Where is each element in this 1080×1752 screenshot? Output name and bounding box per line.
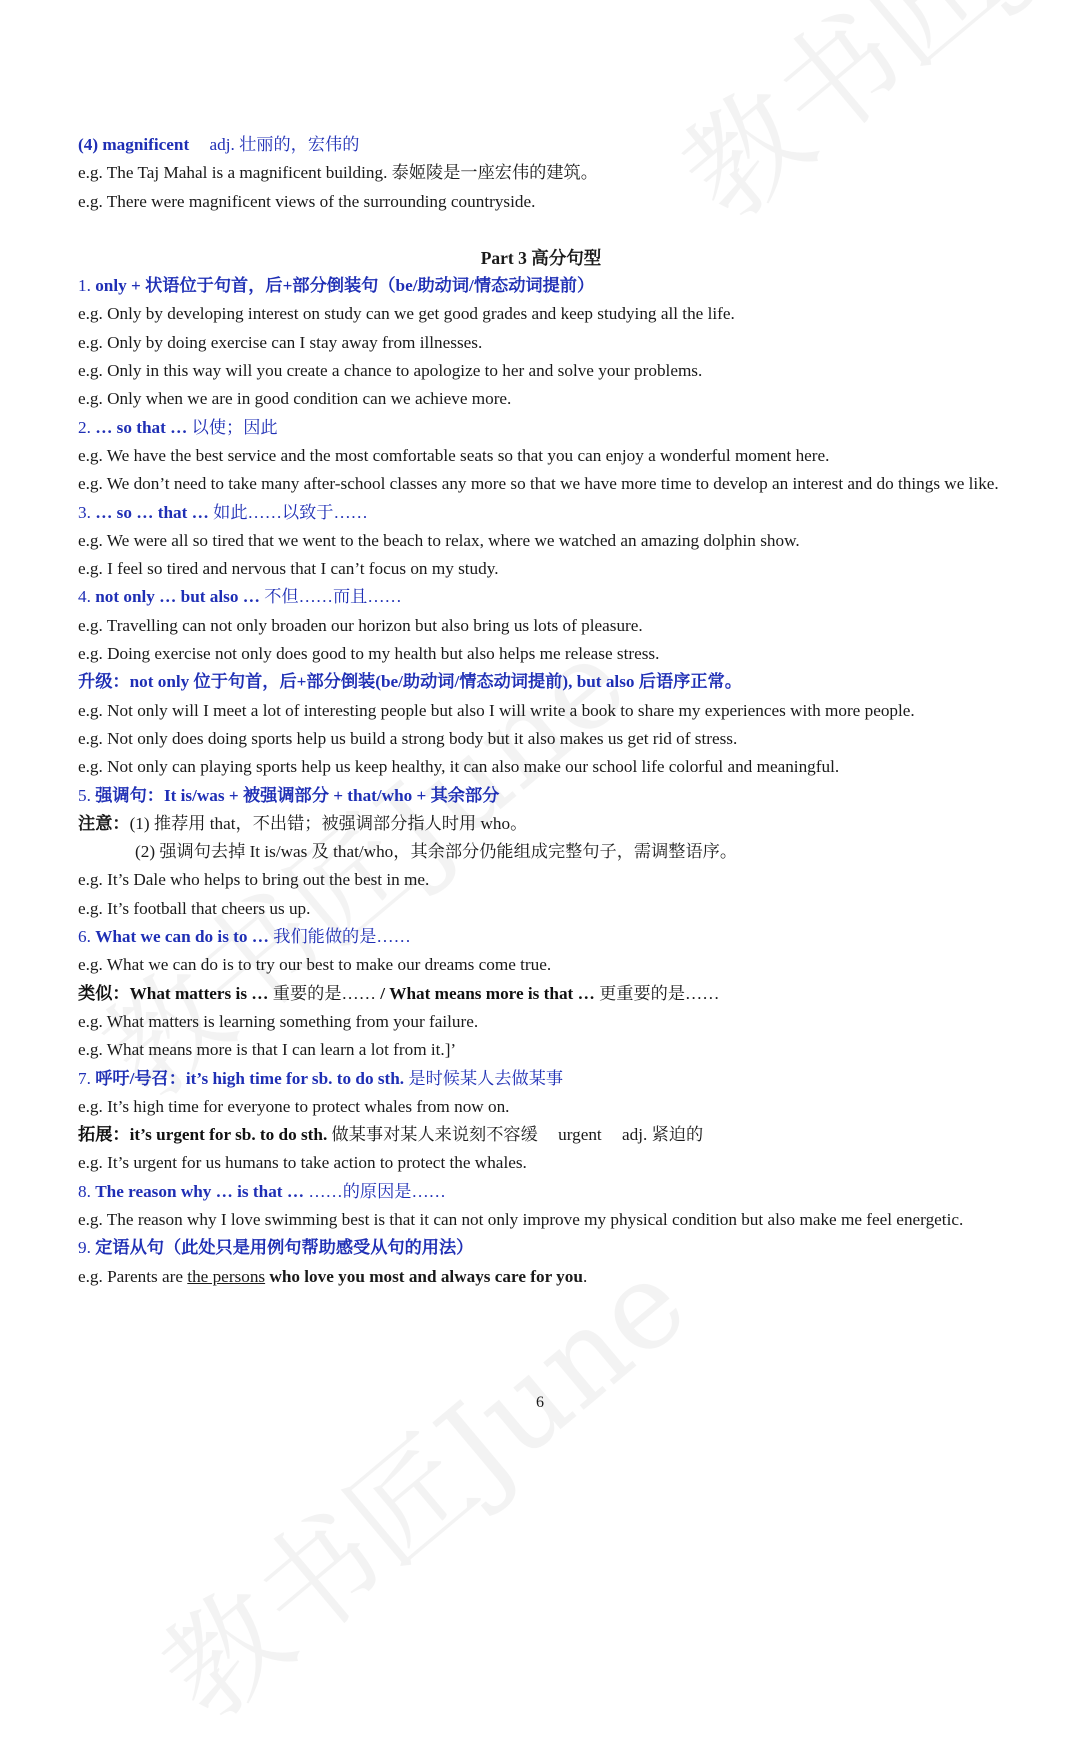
pattern-text: 强调句：It is/was + 被强调部分 + that/who + 其余部分: [95, 785, 500, 805]
similar-meaning: 更重要的是……: [599, 983, 720, 1003]
pattern-text: The reason why … is that …: [95, 1181, 305, 1201]
extension-meaning: 做某事对某人来说刻不容缓: [331, 1125, 538, 1145]
example-line: e.g. The Taj Mahal is a magnificent building. 泰姬陵是一座宏伟的建筑。: [78, 163, 598, 183]
pattern-heading-7: [78, 1065, 1004, 1093]
example-line: [78, 1263, 1004, 1291]
example-line: e.g. Not only will I meet a lot of interesting people but also I will write a book to share my experiences with more people.: [78, 700, 915, 720]
pattern-text: only + 状语位于句首，后+部分倒装句（be/助动词/情态动词提前）: [95, 276, 595, 296]
example-line: e.g. It’s football that cheers us up.: [78, 898, 311, 918]
note-text: (1) 推荐用 that，不出错；被强调部分指人时用 who。: [129, 813, 528, 833]
example-line: e.g. Only when we are in good condition can we achieve more.: [78, 389, 512, 409]
pattern-text: 定语从句（此处只是用例句帮助感受从句的用法）: [95, 1238, 474, 1258]
watermark-bottom: [120, 1213, 716, 1752]
pattern-meaning: 不但……而且……: [264, 587, 402, 607]
pattern-heading-3: [78, 499, 1004, 527]
pattern-number: 5.: [78, 785, 91, 805]
antecedent-underlined: the persons: [187, 1266, 266, 1286]
extension-word: urgent: [558, 1125, 602, 1145]
upgrade-note: [78, 668, 1004, 696]
example-line: e.g. The reason why I love swimming best is that it can not only improve my physical condition but also make me feel energetic.: [78, 1209, 964, 1229]
example-line: e.g. It’s urgent for us humans to take action to protect the whales.: [78, 1153, 527, 1173]
example-line: e.g. We have the best service and the most comfortable seats so that you can enjoy a wonderful moment here.: [78, 445, 830, 465]
pattern-text: 呼吁/号召：it’s high time for sb. to do sth.: [95, 1068, 405, 1088]
example-line: e.g. It’s Dale who helps to bring out the best in me.: [78, 870, 430, 890]
example-line: e.g. There were magnificent views of the surrounding countryside.: [78, 191, 536, 211]
pattern-number: 9.: [78, 1238, 91, 1258]
document-body: [78, 131, 1004, 1291]
pattern-meaning: 以使；因此: [191, 417, 278, 437]
pattern-meaning: ……的原因是……: [308, 1181, 446, 1201]
example-line: e.g. Not only does doing sports help us build a strong body but it also makes us get rid of stress.: [78, 728, 738, 748]
pattern-text: … so … that …: [95, 502, 209, 522]
pattern-meaning: 如此……以致于……: [213, 502, 368, 522]
extension-word-meaning: 紧迫的: [651, 1125, 704, 1145]
page-number: 6: [536, 1394, 544, 1411]
pattern-number: 7.: [78, 1068, 91, 1088]
extension-pos: adj.: [622, 1125, 648, 1145]
pattern-heading-9: [78, 1234, 1004, 1262]
extension-label: 拓展：: [78, 1125, 130, 1145]
section-title: Part 3 高分句型: [480, 247, 602, 268]
vocab-word: (4) magnificent: [78, 135, 190, 154]
pattern-number: 8.: [78, 1181, 91, 1201]
similar-label: 类似：: [78, 983, 130, 1003]
note-label: 注意：: [78, 813, 130, 833]
example-line: e.g. We don’t need to take many after-school classes any more so that we have more time to develop an interest and do things we like.: [78, 474, 999, 494]
similar-line: [78, 980, 1004, 1008]
example-line: e.g. What matters is learning something from your failure.: [78, 1011, 479, 1031]
pattern-number: 3.: [78, 502, 91, 522]
pattern-heading-1: [78, 272, 1004, 300]
pattern-number: 4.: [78, 587, 91, 607]
pattern-heading-8: [78, 1178, 1004, 1206]
example-line: e.g. We were all so tired that we went to the beach to relax, where we watched an amazing dolphin show.: [78, 530, 800, 550]
extension-line: [78, 1121, 1004, 1149]
pattern-number: 1.: [78, 276, 91, 296]
vocab-pos: adj.: [209, 135, 235, 154]
relative-clause: who love you most and always care for you: [265, 1266, 583, 1286]
pattern-number: 6.: [78, 927, 91, 947]
similar-meaning: 重要的是……: [272, 983, 376, 1003]
pattern-heading-2: [78, 414, 1004, 442]
vocab-meaning: 壮丽的，宏伟的: [239, 135, 360, 154]
note-line: [78, 810, 1004, 838]
pattern-number: 2.: [78, 417, 91, 437]
example-line: e.g. Travelling can not only broaden our horizon but also bring us lots of pleasure.: [78, 615, 643, 635]
example-line: e.g. Only in this way will you create a chance to apologize to her and solve your problems.: [78, 361, 703, 381]
extension-phrase: it’s urgent for sb. to do sth.: [129, 1125, 328, 1145]
example-prefix: e.g. Parents are: [78, 1266, 188, 1286]
pattern-heading-4: [78, 583, 1004, 611]
pattern-meaning: 是时候某人去做某事: [408, 1068, 564, 1088]
example-line: e.g. What means more is that I can learn a lot from it.]’: [78, 1040, 457, 1060]
vocab-heading: [78, 131, 1004, 159]
pattern-text: … so that …: [95, 417, 188, 437]
example-line: e.g. I feel so tired and nervous that I can’t focus on my study.: [78, 559, 499, 579]
upgrade-text: 升级：not only 位于句首，后+部分倒装(be/助动词/情态动词提前), but also 后语序正常。: [78, 672, 742, 692]
pattern-text: What we can do is to …: [95, 927, 269, 947]
similar-phrase: / What means more is that …: [380, 983, 595, 1003]
pattern-heading-5: [78, 782, 1004, 810]
pattern-text: not only … but also …: [95, 587, 260, 607]
example-line: e.g. It’s high time for everyone to protect whales from now on.: [78, 1096, 510, 1116]
example-end: .: [582, 1266, 588, 1286]
pattern-meaning: 我们能做的是……: [273, 927, 411, 947]
example-line: e.g. What we can do is to try our best to make our dreams come true.: [78, 955, 552, 975]
similar-phrase: What matters is …: [129, 983, 269, 1003]
example-line: e.g. Only by developing interest on study can we get good grades and keep studying all the life.: [78, 304, 735, 324]
example-line: e.g. Doing exercise not only does good to my health but also helps me release stress.: [78, 644, 660, 664]
pattern-heading-6: [78, 923, 1004, 951]
example-line: e.g. Not only can playing sports help us keep healthy, it can also make our school life colorful and meaningful.: [78, 757, 840, 777]
note-line: (2) 强调句去掉 It is/was 及 that/who，其余部分仍能组成完整句子，需调整语序。: [135, 842, 738, 862]
example-line: e.g. Only by doing exercise can I stay away from illnesses.: [78, 332, 483, 352]
